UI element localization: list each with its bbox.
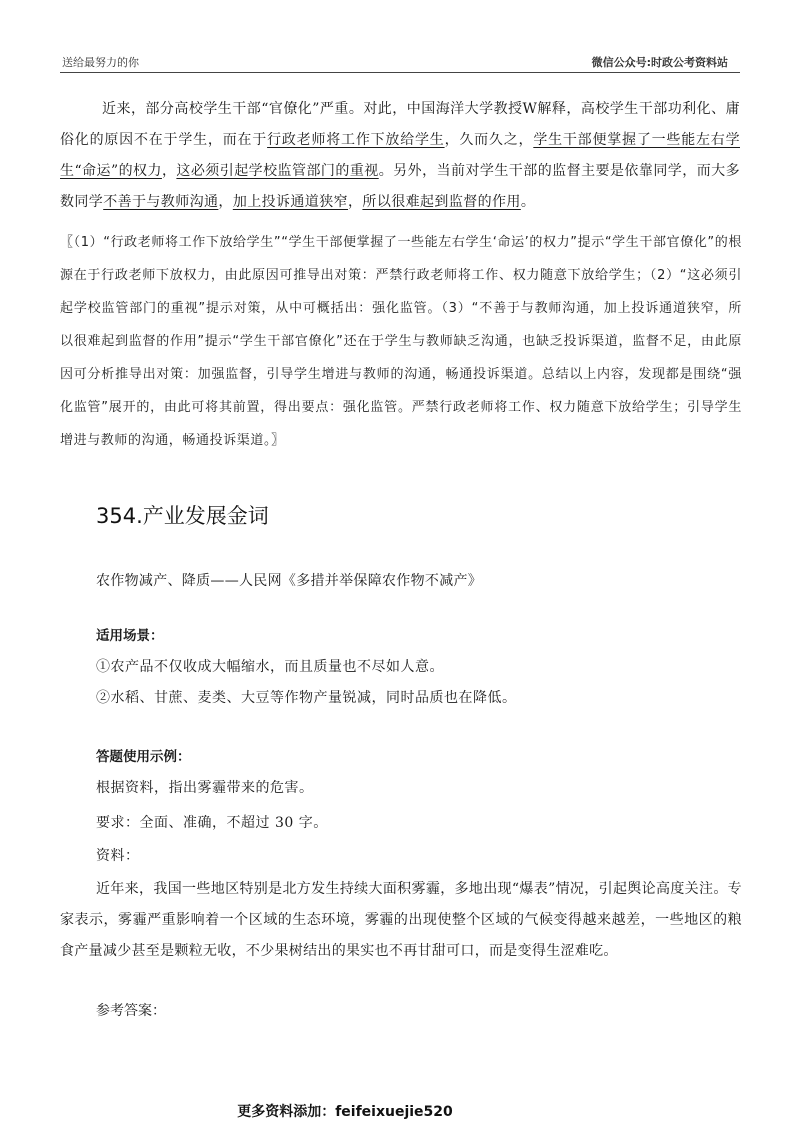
example-requirement: 要求：全面、准确，不超过 30 字。 <box>96 815 328 831</box>
example-material: 近年来，我国一些地区特别是北方发生持续大面积雾霾，多地出现“爆表”情况，引起舆论高度关注。专家表示，雾霾严重影响着一个区域的生态环境，雾霾的出现使整个区域的气候变得越来越差，一些地区的粮食产量减少甚至是颗粒无收，不少果树结出的果实也不再甘甜可口，而是变得生涩难吃。 <box>60 881 742 959</box>
source-line: 农作物减产、降质——人民网《多措并举保障农作物不减产》 <box>96 573 483 589</box>
intro-text-3: ， <box>161 163 177 179</box>
header-right-text: 微信公众号:时政公考资料站 <box>591 56 728 69</box>
intro-text-7: 。 <box>520 194 536 210</box>
intro-text-5: ， <box>218 194 233 210</box>
intro-text-6: ， <box>348 194 363 210</box>
intro-text-1: 近来，部分高校学生干部“官僚化”严重。对此，中国海洋大学教授W解释，高校学生干部功利化、庸俗化的原因不在于学生，而在于 <box>60 101 740 148</box>
scene-label: 适用场景： <box>96 628 164 644</box>
scene-item-2: ②水稻、甘蔗、麦类、大豆等作物产量锐减，同时品质也在降低。 <box>96 690 517 706</box>
example-task: 根据资料，指出雾霾带来的危害。 <box>96 780 314 796</box>
intro-underline-3: 这必须引起学校监管部门的重视 <box>176 163 379 179</box>
intro-underline-4: 不善于与教师沟通 <box>103 194 219 210</box>
intro-underline-1: 行政老师将工作下放给学生 <box>267 132 445 148</box>
analysis-body: （1）“行政老师将工作下放给学生”“学生干部便掌握了一些能左右学生‘命运’的权力”提示“学生干部官僚化”的根源在于行政老师下放权力，由此原因可推导出对策：严禁行政老师将工作、权力随意下放给学生；（2）“这必须引起学校监管部门的重视”提示对策，从中可概括出：强化监管。（3）“不善于与教师沟通，加上投诉通道狭窄，所以很难起到监督的作用”提示“学生干部官僚化”还在于学生与教师缺乏沟通，也缺乏投诉渠道，监督不足，由此原因可分析推导出对策：加强监督，引导学生增进与教师的沟通，畅通投诉渠道。总结以上内容，发现都是围绕“强化监管”展开的，由此可将其前置，得出要点：强化监管。严禁行政老师将工作、权力随意下放给学生；引导学生增进与教师的沟通，畅通投诉渠道。 <box>60 235 742 448</box>
intro-underline-5: 加上投诉通道狭窄 <box>232 194 349 210</box>
analysis-block <box>60 226 742 457</box>
analysis-close-bracket: 〗 <box>271 433 285 448</box>
analysis-open-bracket: 〖 <box>60 235 74 250</box>
intro-paragraph <box>60 94 740 218</box>
example-material-label: 资料： <box>96 848 140 864</box>
header-divider <box>60 72 740 73</box>
intro-text-2: ，久而久之， <box>444 132 534 148</box>
intro-underline-2: 学生干部便掌握了一些能左右学生“命运”的权力 <box>60 132 740 179</box>
intro-underline-6: 所以很难起到监督的作用 <box>362 194 521 210</box>
example-label: 答题使用示例： <box>96 749 191 765</box>
footer-text: 更多资料添加：feifeixuejie520 <box>237 1104 453 1120</box>
answer-label: 参考答案： <box>96 1003 166 1019</box>
intro-text-4: 。另外，当前对学生干部的监督主要是依靠同学，而大多数同学 <box>60 163 740 210</box>
section-title: 354.产业发展金词 <box>96 504 269 528</box>
scene-item-1: ①农产品不仅收成大幅缩水，而且质量也不尽如人意。 <box>96 659 444 675</box>
header-left-text: 送给最努力的你 <box>62 56 139 69</box>
